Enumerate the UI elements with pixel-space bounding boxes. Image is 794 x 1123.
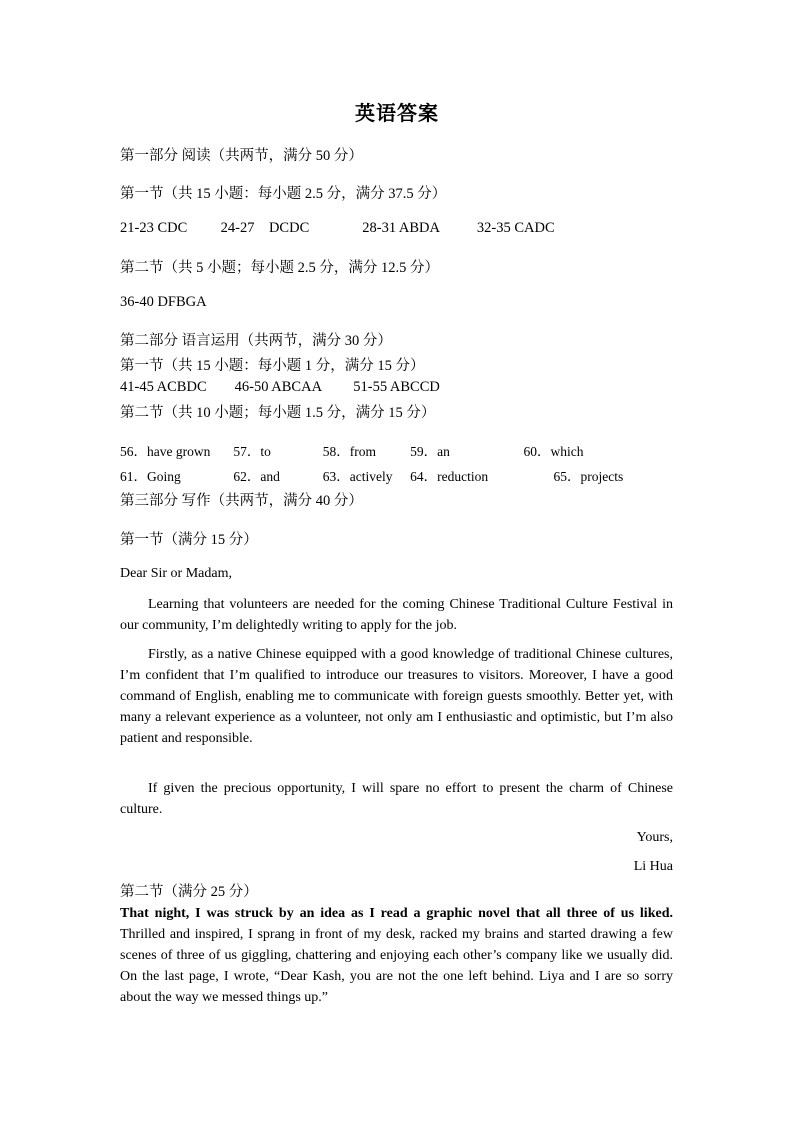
answer-group: 41-45 ACBDC: [120, 379, 207, 395]
answer-group: 51-55 ABCCD: [353, 379, 440, 395]
answer-item: 59．an: [410, 444, 450, 459]
answer-group: 32-35 CADC: [476, 220, 555, 236]
answer-item: 60．which: [523, 444, 584, 459]
answer-item: 62．and: [233, 469, 280, 484]
letter-paragraph-2: Firstly, as a native Chinese equipped with a good knowledge of traditional Chinese cultures, I’m confident that I’m qualified to introduce our treasures to visitors. Moreover, I have a good command of English, enabling me to communicate with foreign guests smoothly. Better yet, with many a relevant experience as a volunteer, not only am I enthusiastic and optimistic, but I’m also patient and responsible.: [120, 647, 673, 746]
part2-section1-answers: [120, 379, 440, 396]
answer-item: 58．from: [322, 444, 376, 459]
part2-heading: 第二部分 语言运用（共两节，满分 30 分）: [120, 333, 392, 349]
part1-section2-answers: 36-40 DFBGA: [120, 294, 207, 310]
answer-group: 46-50 ABCAA: [234, 379, 323, 395]
story-paragraph: [120, 903, 673, 1008]
part3-section2-heading: 第二节（满分 25 分）: [120, 884, 258, 900]
answer-group: 24-27 DCDC: [220, 220, 310, 236]
answer-item: 61．Going: [120, 469, 181, 484]
letter-closing: Yours,: [636, 830, 673, 845]
answer-item: 65．projects: [553, 469, 624, 484]
part3-heading: 第三部分 写作（共两节，满分 40 分）: [120, 493, 363, 509]
letter-greeting: Dear Sir or Madam,: [120, 566, 232, 581]
part1-heading: 第一部分 阅读（共两节，满分 50 分）: [120, 148, 363, 164]
letter-paragraph-3: If given the precious opportunity, I will spare no effort to present the charm of Chinese culture.: [120, 781, 673, 817]
part2-section2-heading: 第二节（共 10 小题；每小题 1.5 分，满分 15 分）: [120, 405, 436, 421]
part1-section1-answers: [120, 220, 555, 237]
letter-paragraph-1: Learning that volunteers are needed for the coming Chinese Traditional Culture Festival in our community, I’m delightedly writing to apply for the job.: [120, 597, 673, 633]
letter-signature: Li Hua: [633, 859, 673, 874]
part1-section1-heading: 第一节（共 15 小题：每小题 2.5 分，满分 37.5 分）: [120, 186, 447, 202]
part3-section1-heading: 第一节（满分 15 分）: [120, 532, 258, 548]
answer-group: 21-23 CDC: [120, 220, 188, 236]
answer-item: 56．have grown: [120, 444, 211, 459]
part2-section2-row1: [120, 440, 584, 460]
answer-item: 63．actively: [322, 469, 393, 484]
answer-group: 28-31 ABDA: [362, 220, 440, 236]
part1-section2-heading: 第二节（共 5 小题；每小题 2.5 分，满分 12.5 分）: [120, 260, 439, 276]
part2-section1-heading: 第一节（共 15 小题：每小题 1 分，满分 15 分）: [120, 358, 425, 374]
page-title: 英语答案: [355, 103, 439, 125]
answer-item: 64．reduction: [410, 469, 489, 484]
story-opening-sentence: That night, I was struck by an idea as I read a graphic novel that all three of us liked.: [120, 906, 673, 921]
answer-item: 57．to: [233, 444, 271, 459]
story-continuation: Thrilled and inspired, I sprang in front of my desk, racked my brains and started drawing a few scenes of three of us giggling, chattering and enjoying each other’s company like we usually did. On the last page, I wrote, “Dear Kash, you are not the one left behind. Liya and I are so sorry about the way we messed things up.”: [120, 927, 673, 1005]
part2-section2-row2: [120, 465, 623, 485]
